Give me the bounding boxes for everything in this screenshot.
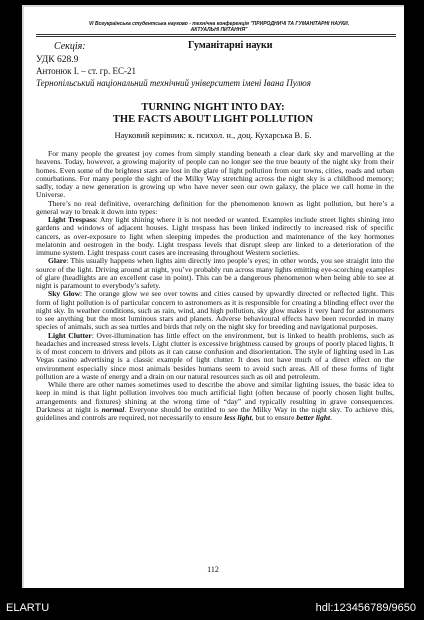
paragraph-text: : This usually happens when lights aim directly into people’s eyes; in other words, you see straight into the source of the light. Driving around at night, you’ve probably run across many lights emitting eye-scorching examples of glare (headlights are an excellent case in point). This can be a dangerous phenomenon when being able to see at night is paramount to everybody’s safety. xyxy=(36,256,394,290)
emphasis-better-light: better light xyxy=(296,413,331,422)
paragraph: There’s no real definitive, overarching definition for the phenomenon known as light pollution, but here’s a general way to break it down into types: xyxy=(36,198,394,216)
udc-code: УДК 628.9 xyxy=(36,55,79,65)
paper-title xyxy=(32,102,394,126)
page-number: 112 xyxy=(207,565,219,574)
author: Антонюк І. – ст. гр. ЕС-21 xyxy=(36,66,136,76)
header-line-2: АКТУАЛЬНІ ПИТАННЯ" xyxy=(190,27,248,33)
conference-header xyxy=(42,21,396,33)
paragraph-text: : Over-illumination has little effect on the environment, but is linked to health problems, such as headaches and increased stress levels. Light clutter is excessive brightness caused by groups of poorly placed lights. It is of most concern to drivers and pilots as it can cause confusion and disorientation. The style of lighting used in Las Vegas casino advertising is a classic example of light clutter. It does not have much of a direct effect on the environment especially since most animals besides humans seem to avoid such areas. All of these forms of light pollution are a waste of energy and a drain on our natural resources such as oil and petroleum. xyxy=(36,330,394,381)
university: Тернопільський національний технічний університет імені Івана Пулюя xyxy=(36,78,311,88)
document-page xyxy=(22,5,404,588)
title-line-2: THE FACTS ABOUT LIGHT POLLUTION xyxy=(112,114,314,125)
section-row xyxy=(36,41,396,53)
title-line-1: TURNING NIGHT INTO DAY: xyxy=(141,102,285,113)
paragraph xyxy=(36,257,394,290)
paragraph-text: . Everyone should be entitled to see the Milky Way in the night sky. To achieve this, guidelines and controls are required, not necessarily to ensure xyxy=(36,404,395,422)
repository-name: ELARTU xyxy=(6,602,50,614)
body-text xyxy=(36,150,394,422)
header-line-1: VI Всеукраїнська студентська науково - технічна конференція "ПРИРОДНИЧІ ТА ГУМАНІТАРНІ НАУКИ. xyxy=(88,21,350,27)
term-glare: Glare xyxy=(48,256,67,266)
section-name: Гуманітарні науки xyxy=(188,40,273,51)
section-label: Секція: xyxy=(54,41,86,52)
paragraph xyxy=(36,332,394,382)
paragraph xyxy=(36,290,394,331)
paragraph-text: . xyxy=(330,413,332,422)
term-light-trespass: Light Trespass xyxy=(48,215,96,224)
paragraph: For many people the greatest joy comes from simply standing beneath a clear dark sky and marvelling at the heavens. Today, however, a growing majority of people can no longer see the true beauty of the night sky from their homes. Even some of the brightest stars are lost in the glare of light pollution from our towns, cities, roads and urban conurbations. For many people the sight of the Milky Way stretching across the night sky is a childhood memory; sadly, today a new generation is growing up who have never seen our own galaxy, the place we call home in the Universe. xyxy=(36,149,394,200)
emphasis-less-light: less light xyxy=(224,413,252,422)
term-sky-glow: Sky Glow xyxy=(48,289,81,299)
paragraph-text: : The orange glow we see over towns and cities caused by upwardly directed or reflected light. This form of light pollution is of particular concern to astronomers as it is responsible for creating a blinding effect over the night sky. In weather conditions, such as rain, wind, and high pollution, sky glow makes it very hard for astronomers to see anything but the most luminous stars and planets. Adverse behavioural effects have been recorded in many species of animals, such as sea turtles and birds that rely on the night sky for breeding and navigational purposes. xyxy=(36,289,394,332)
paragraph-text: , but to ensure xyxy=(251,413,297,422)
paragraph-text: : Any light shining where it is not needed or wanted. Examples include street lights shining into gardens and windows of adjacent houses. Light trespass has been linked indirectly to increased risk of specific cancers, as over-exposure to light when sleeping impedes the production and maintenance of the key hormones melatonin and oestrogen in the body. Light trespass levels that disrupt sleep are linked to a deterioration of the immune system. Light trespass court cases are increasing throughout Western societies. xyxy=(36,215,395,257)
paragraph xyxy=(36,381,394,422)
paragraph xyxy=(36,216,394,257)
emphasis-normal: normal xyxy=(101,404,125,414)
handle-id: hdl:123456789/9650 xyxy=(315,602,416,614)
term-light-clutter: Light Clutter xyxy=(48,330,92,340)
paragraph-text: While there are other names sometimes used to describe the above and similar lighting issues, the basic idea to keep in mind is that light pollution involves too much artificial light (often because of poorly chosen light bulbs, arrangements and fixtures) shining at the wrong time of “day” and typically resulting in grave consequences. Darkness at night is xyxy=(36,380,394,414)
supervisor: Науковий керівник: к. психол. н., доц. Кухарська В. Б. xyxy=(114,130,312,140)
header-divider xyxy=(36,34,396,37)
